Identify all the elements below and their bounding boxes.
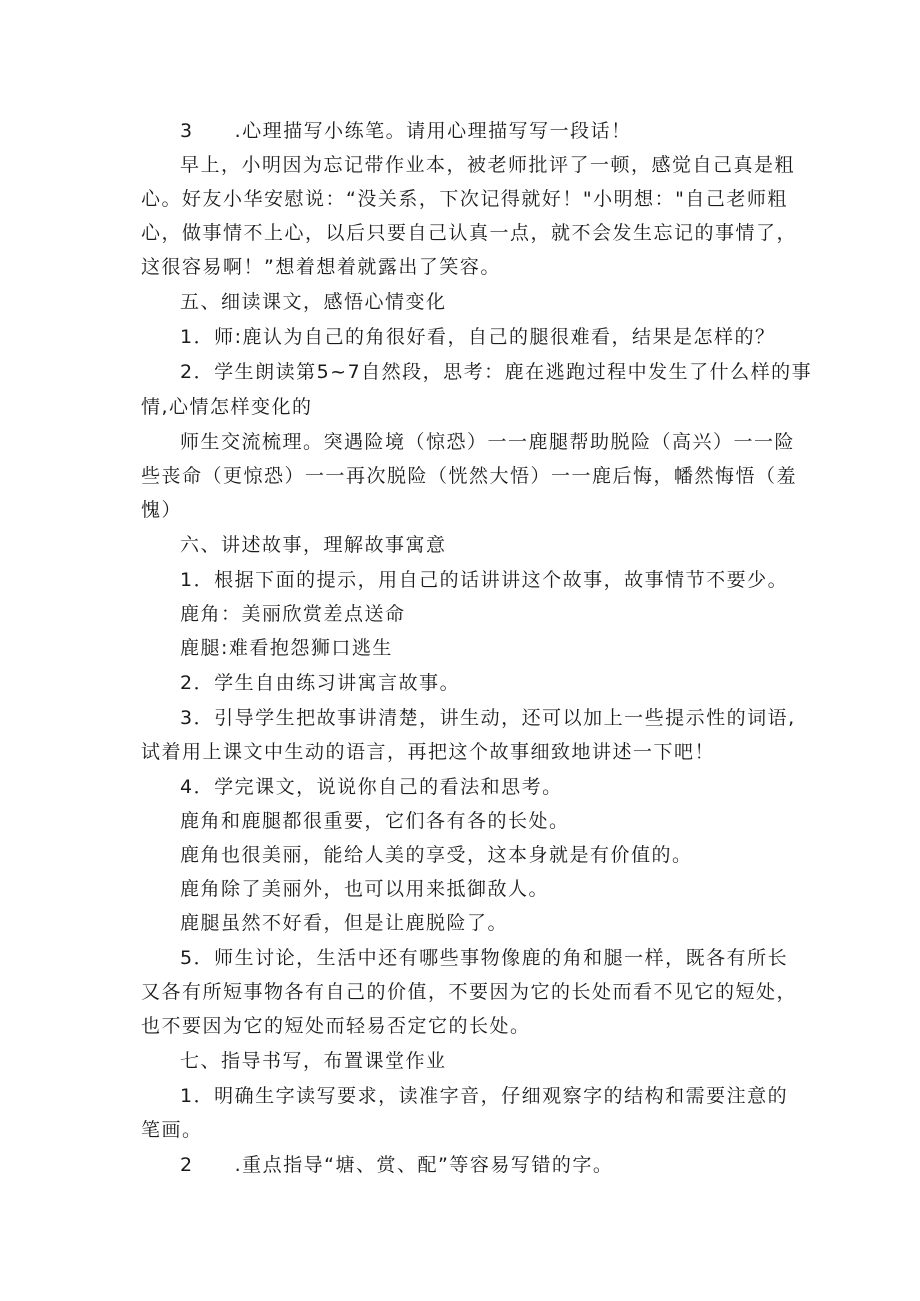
text-line: 这很容易啊！”想着想着就露出了笑容。 [141,256,501,278]
text-line: 4．学完课文，说说你自己的看法和思考。 [180,776,563,798]
text-line: 早上，小明因为忘记带作业本，被老师批评了一顿，感觉自己真是粗 [180,154,796,176]
text-line: 3 .心理描写小练笔。请用心理描写写一段话！ [180,120,632,142]
text-line: 师生交流梳理。突遇险境（惊恐）一一鹿腿帮助脱险（高兴）一一险 [180,431,796,453]
text-line: 2 .重点指导“塘、赏、配”等容易写错的字。 [180,1154,614,1176]
text-line: 些丧命（更惊恐）一一再次脱险（恍然大悟）一一鹿后悔，幡然悔悟（羞 [141,465,798,487]
text-line: 也不要因为它的短处而轻易否定它的长处。 [141,1015,531,1037]
text-line: 鹿角：美丽欣赏差点送命 [180,603,406,625]
text-line: 笔画。 [141,1119,203,1141]
text-line: 5．师生讨论，生活中还有哪些事物像鹿的角和腿一样，既各有所长 [180,947,789,969]
text-line: 鹿角和鹿腿都很重要，它们各有各的长处。 [180,810,570,832]
section-heading: 五、细读课文，感悟心情变化 [180,291,447,313]
text-line: 又各有所短事物各有自己的价值，不要因为它的长处而看不见它的短处， [141,981,798,1003]
text-line: 鹿角也很美丽，能给人美的享受，这本身就是有价值的。 [180,844,693,866]
text-line: 1．明确生字读写要求，读准字音，仔细观察字的结构和需要注意的 [180,1085,789,1107]
text-line: 鹿腿:难看抱怨狮口逃生 [180,637,393,659]
text-line: 鹿角除了美丽外，也可以用来抵御敌人。 [180,878,550,900]
text-line: 愧） [141,499,183,521]
text-line: 1．师:鹿认为自己的角很好看，自己的腿很难看，结果是怎样的？ [180,326,776,348]
text-line: 2．学生朗读第5~7自然段，思考：鹿在逃跑过程中发生了什么样的事 [180,361,813,383]
text-line: 试着用上课文中生动的语言，再把这个故事细致地讲述一下吧！ [141,741,716,763]
text-line: 鹿腿虽然不好看，但是让鹿脱险了。 [180,912,509,934]
text-line: 情,心情怎样变化的 [141,396,313,418]
text-line: 1．根据下面的提示，用自己的话讲讲这个故事，故事情节不要少。 [180,569,789,591]
text-line: 3．引导学生把故事讲清楚，讲生动，还可以加上一些提示性的词语, [180,707,796,729]
section-heading: 七、指导书写，布置课堂作业 [180,1050,447,1072]
text-line: 心，做事情不上心，以后只要自己认真一点，就不会发生忘记的事情了， [141,222,798,244]
section-heading: 六、讲述故事，理解故事寓意 [180,534,447,556]
text-line: 心。好友小华安慰说：“没关系，下次记得就好！"小明想："自己老师粗 [141,188,788,210]
text-line: 2．学生自由练习讲寓言故事。 [180,672,461,694]
